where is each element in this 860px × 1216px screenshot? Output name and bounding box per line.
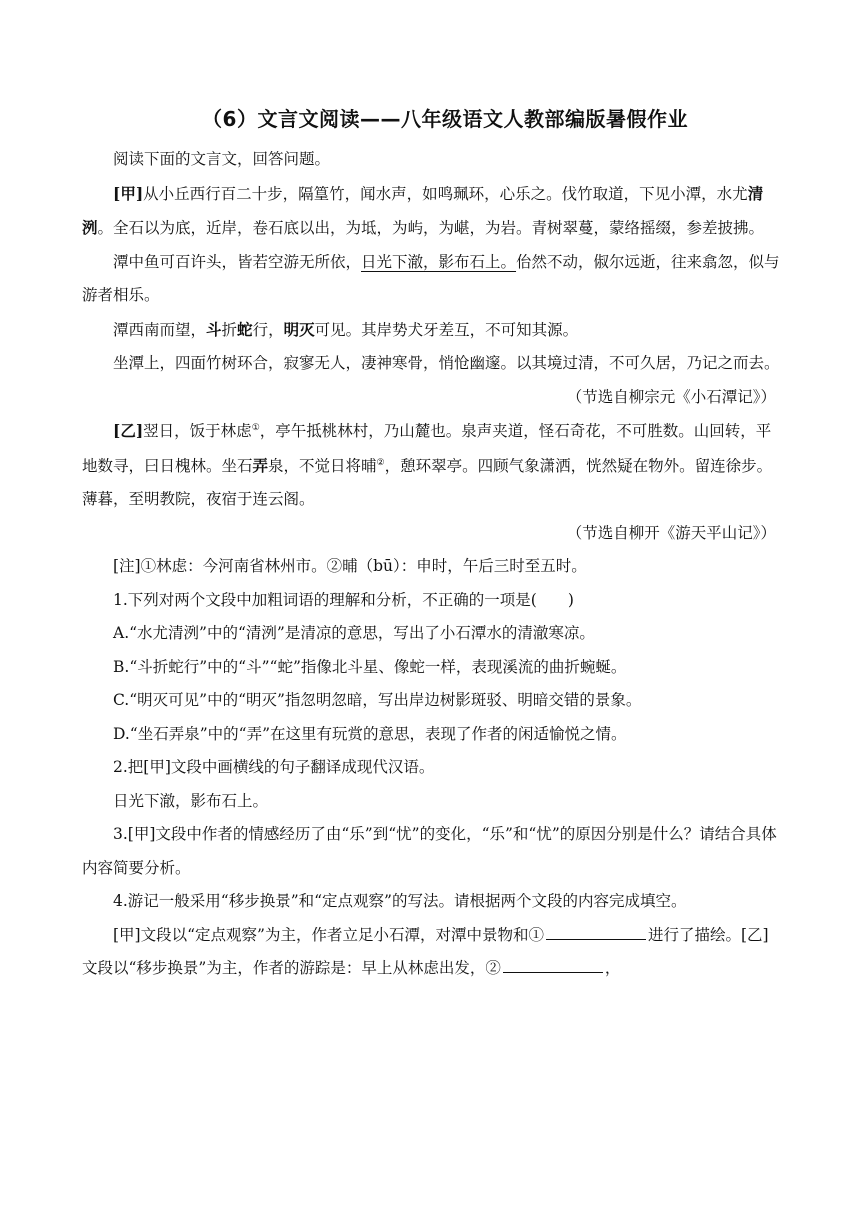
- passage-jia-p4: 坐潭上，四面竹树环合，寂寥无人，凄神寒骨，悄怆幽邃。以其境过清，不可久居，乃记之而去。: [113, 354, 780, 372]
- passage-text: [甲]文段以“定点观察”为主，作者立足小石潭，对潭中景物和①: [113, 925, 544, 944]
- passage-text: 佁然不动，俶尔远逝，往来翕忽，似与游者相乐。: [82, 252, 780, 304]
- passage-jia-p2: [82, 246, 782, 313]
- underlined-sentence: 日光下澈，影布石上。: [361, 252, 517, 271]
- passage-text: 潭中鱼可百许头，皆若空游无所依，: [113, 252, 362, 271]
- question-1: 1.下列对两个文段中加粗词语的理解和分析，不正确的一项是( ): [113, 590, 574, 609]
- passage-text: ，亭午抵桃林村，乃山麓也。泉声夹道，怪石奇花，不可胜数。山回转，平地数寻，曰日槐林。坐石: [82, 422, 772, 475]
- fill-blank-1[interactable]: [546, 921, 646, 940]
- source-yi: （节选自柳开《游天平山记》）: [566, 523, 776, 542]
- passage-text: ，憩环翠亭。四顾气象潇洒，恍然疑在物外。留连徐步。薄暮，至明教院，夜宿于连云阁。: [82, 456, 773, 508]
- option-b: B.“斗折蛇行”中的“斗”“蛇”指像北斗星、像蛇一样，表现溪流的曲折蜿蜒。: [113, 657, 627, 676]
- footnote: [注]①林虑：今河南省林州市。②晡（bū）：申时，午后三时至五时。: [113, 557, 587, 575]
- bold-word-mingmie: 明灭: [283, 319, 315, 339]
- question-4-fill: [82, 919, 782, 986]
- fill-blank-2[interactable]: [503, 954, 603, 973]
- source-jia: （节选自柳宗元《小石潭记》）: [566, 387, 776, 406]
- passage-jia-p3: [82, 313, 782, 348]
- passage-text: 行，: [252, 320, 284, 339]
- passage-text: ，: [604, 959, 621, 977]
- passage-jia-p1: [82, 177, 782, 246]
- bold-word-nong: 弄: [252, 455, 269, 475]
- passage-text: 。全石以为底，近岸，卷石底以出，为坻，为屿，为嵁，为岩。青树翠蔓，蒙络摇缀，参差披拂。: [97, 219, 765, 237]
- option-d: D.“坐石弄泉”中的“弄”在这里有玩赏的意思，表现了作者的闲适愉悦之情。: [113, 724, 627, 743]
- passage-label-jia: [甲]: [113, 183, 144, 203]
- bold-word-qingle: 清洌: [82, 183, 764, 237]
- document-body: [82, 143, 782, 986]
- option-c: C.“明灭可见”中的“明灭”指忽明忽暗，写出岸边树影斑驳、明暗交错的景象。: [113, 691, 642, 709]
- page-title: （6）文言文阅读——八年级语文人教部编版暑假作业: [202, 107, 688, 131]
- footnote-marker-1: ①: [251, 422, 260, 433]
- intro-text: 阅读下面的文言文，回答问题。: [113, 150, 331, 168]
- passage-yi: [82, 414, 782, 517]
- passage-text: 折: [221, 320, 238, 339]
- bold-word-dou: 斗: [206, 319, 222, 339]
- question-4: 4.游记一般采用“移步换景”和“定点观察”的写法。请根据两个文段的内容完成填空。: [113, 892, 687, 910]
- question-2-sentence: 日光下澈，影布石上。: [113, 791, 269, 810]
- passage-text: 潭西南而望，: [113, 320, 207, 339]
- footnote-marker-2: ②: [376, 457, 385, 468]
- passage-text: 泉，不觉日将晡: [268, 456, 377, 475]
- bold-word-she: 蛇: [237, 319, 253, 339]
- question-3: 3.[甲]文段中作者的情感经历了由“乐”到“忧”的变化，“乐”和“忧”的原因分别是什么？请结合具体内容简要分析。: [82, 825, 777, 877]
- option-a: A.“水尤清洌”中的“清洌”是清凉的意思，写出了小石潭水的清澈寒凉。: [113, 624, 595, 642]
- passage-text: 从小丘西行百二十步，隔篁竹，闻水声，如鸣珮环，心乐之。伐竹取道，下见小潭，水尤: [143, 184, 748, 203]
- passage-text: 翌日，饭于林虑: [143, 422, 252, 440]
- passage-label-yi: [乙]: [113, 421, 144, 440]
- passage-text: 可见。其岸势犬牙差互，不可知其源。: [314, 320, 579, 339]
- question-2: 2.把[甲]文段中画横线的句子翻译成现代汉语。: [113, 758, 435, 776]
- passage-text: 进行了描绘。[乙]文段以“移步换景”为主，作者的游踪是：早上从林虑出发，②: [82, 925, 769, 977]
